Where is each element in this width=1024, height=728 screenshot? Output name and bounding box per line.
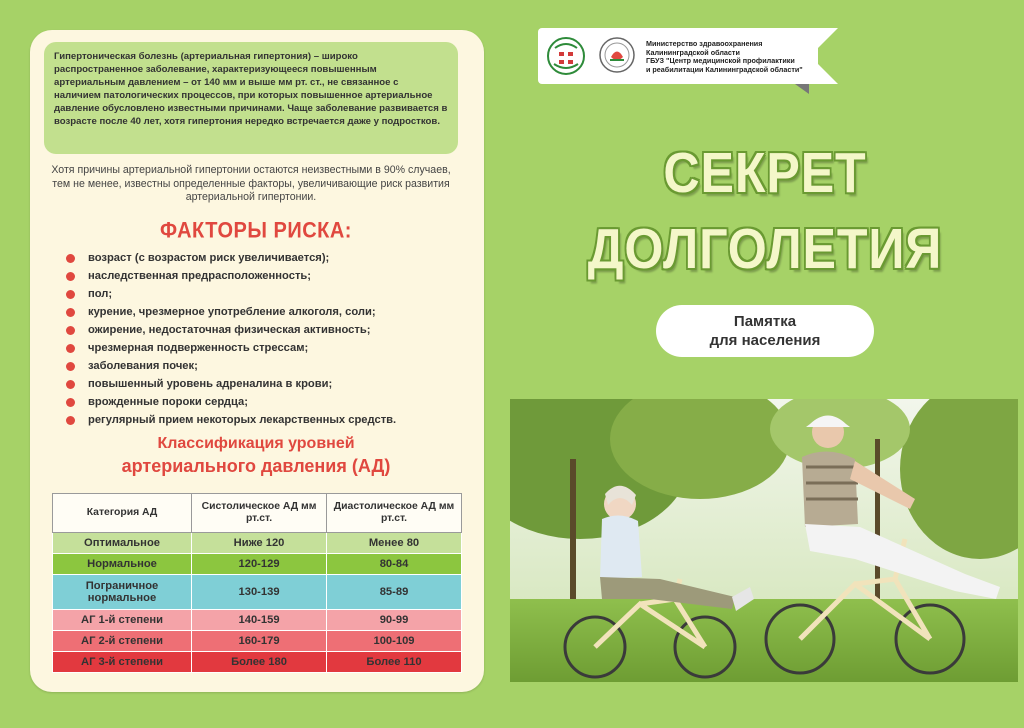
cell-category: АГ 3-й степени [53,652,192,673]
table-row [53,631,462,652]
risk-factor-item [64,357,464,375]
risk-factor-item [64,267,464,285]
cell-diastolic: 85-89 [327,575,462,610]
risk-factor-text: наследственная предрасположенность; [88,270,312,282]
risk-factors-heading: ФАКТОРЫ РИСКА: [160,218,352,244]
cell-category: Оптимальное [53,533,192,554]
prevention-center-logo-icon [598,36,636,74]
risk-factor-text: курение, чрезмерное употребление алкоголя, соли; [88,306,376,318]
cell-diastolic: 80-84 [327,554,462,575]
risk-factor-text: повышенный уровень адреналина в крови; [88,378,333,390]
cell-category: Пограничное нормальное [53,575,192,610]
risk-factor-text: ожирение, недостаточная физическая активность; [88,324,371,336]
main-title-line1: СЕКРЕТ [663,141,867,205]
risk-factor-item [64,303,464,321]
cell-diastolic: Менее 80 [327,533,462,554]
bullet-dot-icon [66,326,75,335]
risk-factor-text: чрезмерная подверженность стрессам; [88,342,309,354]
cell-systolic: 120-129 [192,554,327,575]
org-line2: Калининградской области [646,47,740,57]
bp-classification-table [52,493,462,673]
ministry-emblem-icon [546,36,586,76]
table-row [53,554,462,575]
org-line3: ГБУЗ "Центр медицинской профилактики [646,56,795,66]
cell-category: АГ 1-й степени [53,610,192,631]
risk-factor-item [64,411,464,429]
bullet-dot-icon [66,398,75,407]
classification-heading [44,434,468,478]
classification-heading-line1: Классификация уровней [157,435,355,452]
cell-systolic: 140-159 [192,610,327,631]
main-title [585,135,946,287]
table-row [53,533,462,554]
bullet-dot-icon [66,308,75,317]
cell-diastolic: 90-99 [327,610,462,631]
bullet-dot-icon [66,416,75,425]
bullet-dot-icon [66,272,75,281]
classification-heading-line2: артериального давления (АД) [121,456,391,476]
column-header-systolic: Систолическое АД мм рт.ст. [192,494,327,533]
cell-systolic: Более 180 [192,652,327,673]
cell-diastolic: 100-109 [327,631,462,652]
bullet-dot-icon [66,290,75,299]
org-line4: и реабилитации Калининградской области" [646,64,803,74]
cell-diastolic: Более 110 [327,652,462,673]
cell-category: АГ 2-й степени [53,631,192,652]
column-header-diastolic: Диастолическое АД мм рт.ст. [327,494,462,533]
info-panel [30,30,484,692]
risk-factor-item [64,375,464,393]
bullet-dot-icon [66,344,75,353]
table-header-row [53,494,462,533]
risk-factor-text: врожденные пороки сердца; [88,396,248,408]
org-line1: Министерство здравоохранения [646,39,763,48]
subtitle-pill [656,305,874,357]
table-row [53,610,462,631]
risk-factor-item [64,249,464,267]
cell-category: Нормальное [53,554,192,575]
bullet-dot-icon [66,380,75,389]
subtitle-line2: для населения [709,332,821,349]
cyclists-photo [510,399,1018,682]
intro-box [44,42,458,154]
risk-factors-list [64,249,464,429]
column-header-category: Категория АД [53,494,192,533]
risk-factor-item [64,285,464,303]
bullet-dot-icon [66,254,75,263]
risk-factor-item [64,339,464,357]
ribbon-fold [795,84,809,94]
risk-factor-text: регулярный прием некоторых лекарственных средств. [88,414,397,426]
cell-systolic: 160-179 [192,631,327,652]
subtitle-line1: Памятка [733,313,797,330]
org-name [646,40,846,74]
cell-systolic: Ниже 120 [192,533,327,554]
risk-factor-item [64,393,464,411]
main-title-line2: ДОЛГОЛЕТИЯ [587,217,943,281]
cell-systolic: 130-139 [192,575,327,610]
risk-factor-item [64,321,464,339]
table-row [53,575,462,610]
causes-text: Хотя причины артериальной гипертонии остаются неизвестными в 90% случаев, тем не менее, известны определенные факторы, увеличивающие риск развития артериальной гипертонии. [51,164,451,203]
table-row [53,652,462,673]
risk-factor-text: возраст (с возрастом риск увеличивается); [88,252,330,264]
risk-factor-text: заболевания почек; [88,360,198,372]
risk-factor-text: пол; [88,288,113,300]
bullet-dot-icon [66,362,75,371]
intro-text: Гипертоническая болезнь (артериальная гипертония) – широко распространенное заболевание, характеризующееся повышенным артериальным давлением – от 140 мм и выше мм рт. ст., не связанное с наличием патологических процессов, при которых повышенное артериальное давление обусловлено известными причинами. Чаще заболевание развивается в возрасте после 40 лет, хотя гипертония нередко встречается даже у подростков. [54,51,448,127]
